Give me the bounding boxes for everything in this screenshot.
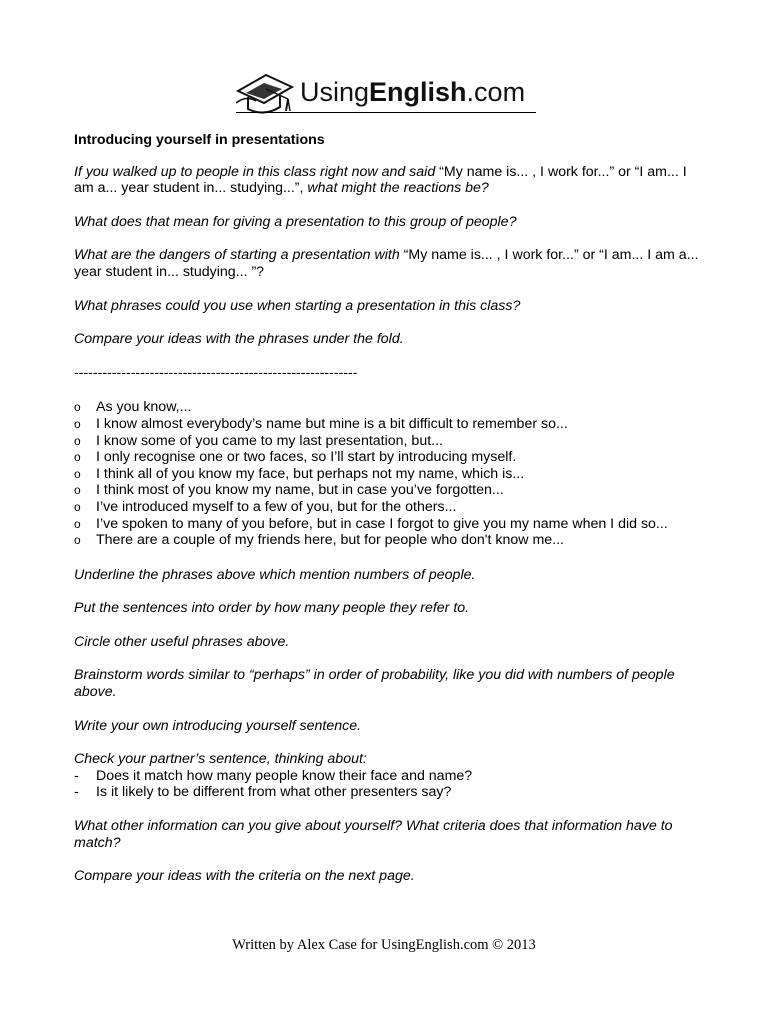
q1-part-c: or “I am... I am a... year student in... studying...”, [74, 163, 687, 197]
phrase-text: I know almost everybody’s name but mine is a bit difficult to remember so... [96, 415, 568, 432]
task-check-partner: Check your partner’s sentence, thinking about: [74, 751, 367, 768]
dash-marker: - [74, 767, 79, 784]
phrase-text: I think all of you know my face, but perhaps not my name, which is... [96, 465, 525, 482]
q3-part-a: What are the dangers of starting a presentation with [74, 247, 404, 264]
phrase-text: I only recognise one or two faces, so I’ll start by introducing myself. [96, 449, 517, 466]
list-item [74, 449, 704, 466]
instruction-compare: Compare your ideas with the phrases under the fold. [74, 331, 404, 348]
task-order: Put the sentences into order by how many people they refer to. [74, 600, 470, 617]
task-other-info: What other information can you give about yourself? What criteria does that information have to match? [74, 818, 673, 851]
phrase-text: I’ve spoken to many of you before, but in case I forgot to give you my name when I did so... [96, 515, 668, 532]
list-item [74, 433, 704, 450]
question-dangers [74, 247, 704, 280]
check-text: Is it likely to be different from what other presenters say? [96, 784, 452, 801]
bullet-marker: o [74, 400, 81, 415]
question-phrases: What phrases could you use when starting a presentation in this class? [74, 297, 521, 314]
question-meaning: What does that mean for giving a presentation to this group of people? [74, 213, 517, 230]
list-item [74, 784, 704, 801]
page-title: Introducing yourself in presentations [74, 132, 325, 148]
question-reactions [74, 164, 704, 197]
list-item [74, 466, 704, 483]
phrase-text: I think most of you know my name, but in case you’ve forgotten... [96, 482, 504, 499]
q1-part-d: what might the reactions be? [307, 180, 489, 197]
phrase-text: As you know,... [96, 399, 192, 416]
q3-part-b: “My name is... , I work for...” [403, 247, 579, 264]
logo-text-domain: .com [466, 76, 526, 107]
q1-part-a: If you walked up to people in this class right now and said [74, 163, 440, 180]
worksheet-body [74, 132, 704, 902]
task-circle: Circle other useful phrases above. [74, 633, 290, 650]
check-list [74, 768, 704, 801]
dash-marker: - [74, 784, 79, 801]
bullet-marker: o [74, 450, 81, 465]
task-underline: Underline the phrases above which mention numbers of people. [74, 566, 476, 583]
list-item [74, 482, 704, 499]
phrase-list [74, 399, 704, 548]
list-item [74, 499, 704, 516]
bullet-marker: o [74, 483, 81, 498]
bullet-marker: o [74, 533, 81, 548]
list-item [74, 532, 704, 549]
phrase-text: There are a couple of my friends here, but for people who don't know me... [96, 532, 565, 549]
logo-underline [236, 112, 536, 113]
q3-part-c: or “I am... I am a... year student in... studying... ”? [74, 247, 699, 280]
task-compare-criteria: Compare your ideas with the criteria on the next page. [74, 868, 415, 885]
fold-divider: ------------------------------------------------------------ [74, 364, 358, 381]
logo-text-using: Using [300, 76, 370, 107]
list-item [74, 768, 704, 785]
bullet-marker: o [74, 466, 81, 481]
list-item [74, 416, 704, 433]
bullet-marker: o [74, 499, 81, 514]
list-item [74, 399, 704, 416]
bullet-marker: o [74, 516, 81, 531]
site-logo [236, 68, 525, 116]
logo-text-english: English [369, 76, 467, 107]
check-text: Does it match how many people know their face and name? [96, 767, 473, 784]
task-brainstorm: Brainstorm words similar to “perhaps” in order of probability, like you did with numbers of people above. [74, 667, 675, 701]
phrase-text: I know some of you came to my last presentation, but... [96, 432, 443, 449]
list-item [74, 516, 704, 533]
graduation-cap-icon [236, 69, 294, 115]
phrase-text: I’ve introduced myself to a few of you, but for the others... [96, 498, 457, 515]
footer-credit: Written by Alex Case for UsingEnglish.com © 2013 [232, 937, 536, 953]
bullet-marker: o [74, 416, 81, 431]
q1-part-b: “My name is... , I work for...” [439, 163, 615, 180]
task-write: Write your own introducing yourself sentence. [74, 717, 362, 734]
bullet-marker: o [74, 433, 81, 448]
logo-text [300, 76, 526, 107]
